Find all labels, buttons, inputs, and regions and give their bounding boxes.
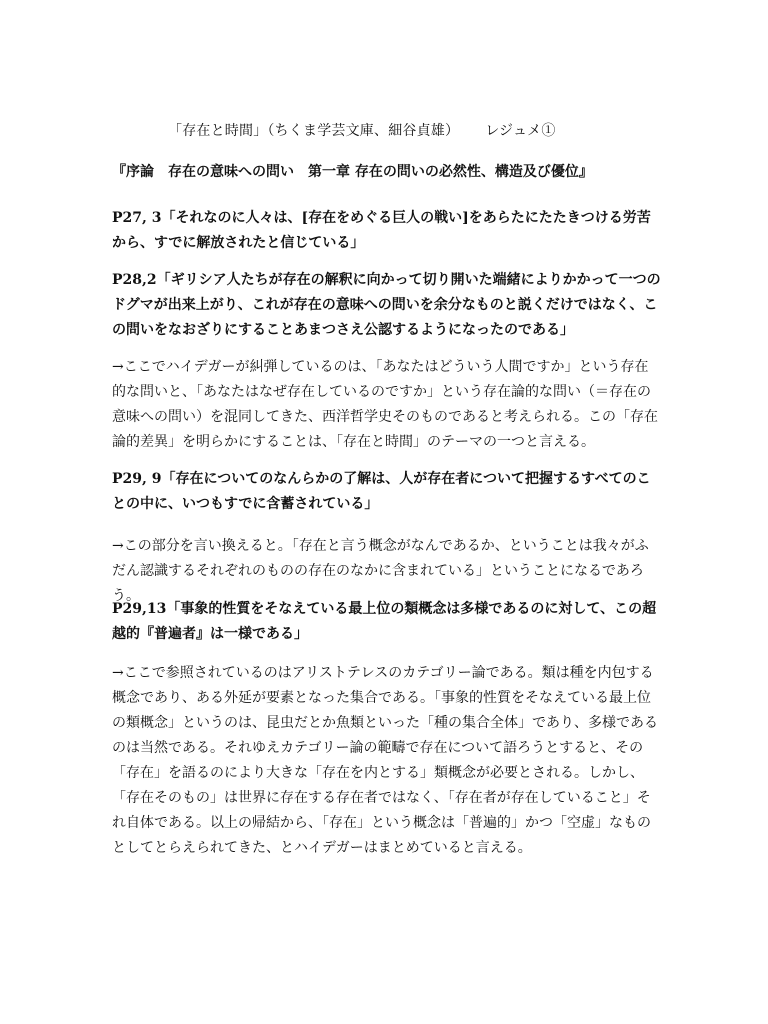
page-reference: P29,13	[112, 601, 167, 617]
commentary-paragraph-2: →この部分を言い換えると。「存在と言う概念がなんであるか、ということは我々がふだん認識するそれぞれのものの存在のなかに含まれている」ということになるであろう。	[112, 538, 649, 604]
quote-block-4	[112, 597, 662, 647]
document-title: 「存在と時間」（ちくま学芸文庫、細谷貞雄）	[168, 123, 460, 139]
quote-block-2	[112, 268, 662, 343]
quote-text: 「それなのに人々は、[存在をめぐる巨人の戦い]をあらたにたたきつける労苦から、すでに解放されたと信じている」	[112, 210, 651, 251]
commentary-paragraph-3: →ここで参照されているのはアリストテレスのカテゴリー論である。類は種を内包する概念であり、ある外延が要素となった集合である。「事象的性質をそなえている最上位の類概念」というのは、昆虫だとか魚類といった「種の集合全体」であり、多様であるのは当然である。それゆえカテゴリー論の範疇で存在について語ろうとすると、その「存在」を語るのにより大きな「存在を内とする」類概念が必要とされる。しかし、「存在そのもの」は世界に存在する存在者ではなく、「存在者が存在していること」それ自体である。以上の帰結から、「存在」という概念は「普遍的」かつ「空虚」なものとしてとらえられてきた、とハイデガーはまとめていると言える。	[112, 665, 658, 856]
chapter-heading: 『序論 存在の意味への問い 第一章 存在の問いの必然性、構造及び優位』	[112, 164, 593, 180]
document-title-line	[168, 120, 556, 140]
page-reference: P28,2	[112, 272, 157, 288]
quote-text: 「存在についてのなんらかの了解は、人が存在者について把握するすべてのことの中に、いつもすでに含蓄されている」	[112, 471, 651, 512]
page-reference: P29, 9	[112, 471, 162, 487]
resume-label: レジュメ①	[485, 123, 556, 139]
quote-text: 「事象的性質をそなえている最上位の類概念は多様であるのに対して、この超越的『普遍者』は一様である」	[112, 601, 657, 642]
quote-text: 「ギリシア人たちが存在の解釈に向かって切り開いた端緒によりかかって一つのドグマが出来上がり、これが存在の意味への問いを余分なものと説くだけではなく、この問いをなおざりにすることあまつさえ公認するようになったのである」	[112, 272, 661, 338]
quote-block-3	[112, 467, 662, 517]
page-reference: P27, 3	[112, 210, 162, 226]
commentary-paragraph-1: →ここでハイデガーが糾弾しているのは、「あなたはどういう人間ですか」という存在的な問いと、「あなたはなぜ存在しているのですか」という存在論的な問い（＝存在の意味への問い）を混同してきた、西洋哲学史そのものであると考えられる。この「存在論的差異」を明らかにすることは、「存在と時間」のテーマの一つと言える。	[112, 359, 658, 450]
quote-block-1	[112, 206, 662, 256]
